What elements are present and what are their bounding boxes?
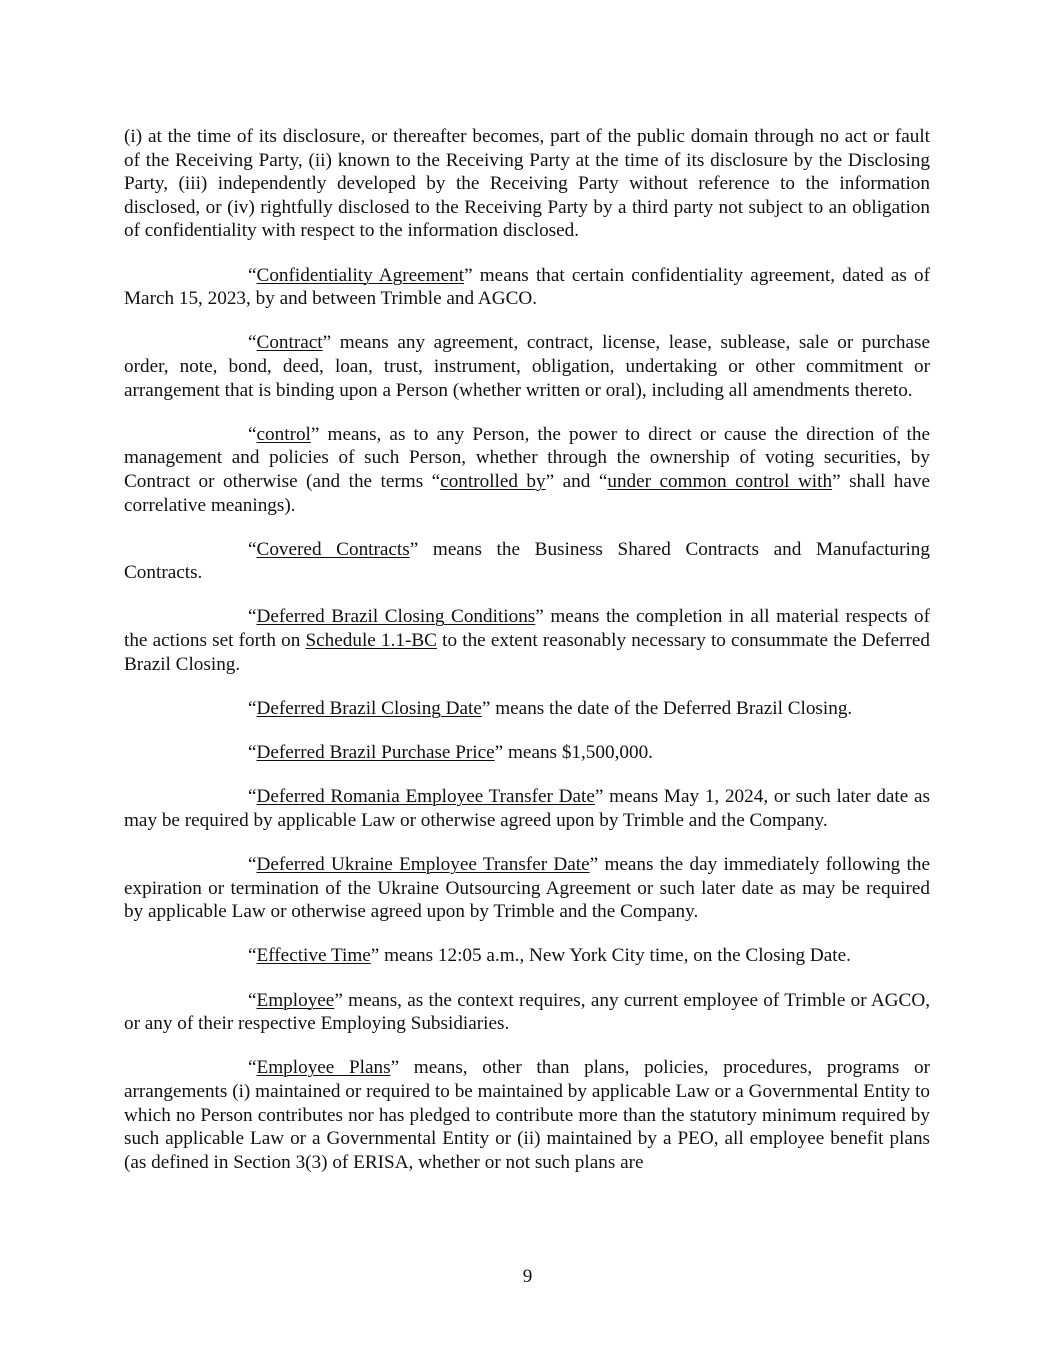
definition-deferred-brazil-purchase-price [124, 741, 930, 765]
defined-term: Confidentiality Agreement [256, 264, 465, 286]
open-quote: “ [248, 945, 257, 967]
close-quote: ” [481, 697, 491, 719]
open-quote: “ [248, 697, 257, 719]
definition-deferred-brazil-closing-conditions [124, 605, 930, 676]
open-quote: “ [248, 1057, 257, 1079]
definition-text: means the date of the Deferred Brazil Closing. [490, 697, 853, 719]
definition-text: means any agreement, contract, license, lease, sublease, sale or purchase order, note, bond, deed, loan, trust, instrument, obligation, undertaking or other commitment or arrangement that is binding upon a Person (whether written or oral), including all amendments thereto. [124, 332, 930, 401]
definition-employee-plans [124, 1056, 930, 1174]
definition-confidentiality-agreement [124, 264, 930, 311]
definition-control [124, 423, 930, 517]
close-quote: ” [322, 332, 332, 354]
defined-term: Deferred Brazil Closing Conditions [256, 606, 536, 628]
defined-subterm: controlled by [440, 470, 546, 492]
page-number: 9 [522, 1266, 533, 1287]
definition-deferred-ukraine-employee-transfer-date [124, 853, 930, 924]
open-quote: “ [248, 264, 257, 286]
close-quote: ” [390, 1057, 400, 1079]
definition-text: means, as to any Person, the power to direct or cause the direction of the management and policies of such Person, whether through the ownership of voting securities, by Contract or otherwise (and the terms [124, 423, 930, 492]
close-quote: ” [832, 470, 841, 492]
open-quote: “ [248, 989, 257, 1011]
open-quote: “ [248, 423, 257, 445]
definition-text: and [554, 470, 599, 492]
document-body [124, 125, 930, 1195]
definition-effective-time [124, 944, 930, 968]
definition-text: means 12:05 a.m., New York City time, on the Closing Date. [379, 945, 851, 967]
close-quote: ” [464, 264, 473, 286]
open-quote: “ [598, 470, 608, 492]
close-quote: ” [310, 423, 320, 445]
defined-term: Effective Time [256, 945, 371, 967]
close-quote: ” [494, 742, 504, 764]
definition-text: means, other than plans, policies, procedures, programs or arrangements (i) maintained or required to be maintained by applicable Law or a Governmental Entity to which no Person contributes nor has pledged to contribute more than the statutory minimum required by such applicable Law or a Governmental Entity or (ii) maintained by a PEO, all employee benefit plans (as defined in Section 3(3) of ERISA, whether or not such plans are [124, 1057, 930, 1173]
close-quote: ” [334, 989, 343, 1011]
defined-term: Deferred Romania Employee Transfer Date [256, 786, 595, 808]
open-quote: “ [431, 470, 441, 492]
close-quote: ” [545, 470, 555, 492]
definition-text: means the Business Shared Contracts and Manufacturing Contracts. [124, 538, 930, 584]
open-quote: “ [248, 786, 257, 808]
definition-covered-contracts [124, 538, 930, 585]
defined-term: Deferred Ukraine Employee Transfer Date [256, 854, 590, 875]
close-quote: ” [589, 854, 599, 875]
definition-text: means the completion in all material respects of the actions set forth on [124, 606, 930, 652]
open-quote: “ [248, 742, 257, 764]
definition-text: shall have correlative meanings). [124, 470, 930, 516]
definition-deferred-romania-employee-transfer-date [124, 785, 930, 832]
definition-text: means the day immediately following the expiration or termination of the Ukraine Outsourcing Agreement or such later date as may be required by applicable Law or otherwise agreed upon by Trimble and the Company. [124, 854, 930, 923]
close-quote: ” [535, 606, 544, 628]
close-quote: ” [409, 538, 419, 560]
definition-text: means, as the context requires, any current employee of Trimble or AGCO, or any of their respective Employing Subsidiaries. [124, 989, 930, 1035]
definition-employee [124, 989, 930, 1036]
defined-term: Deferred Brazil Closing Date [256, 697, 482, 719]
defined-term: Employee [256, 989, 335, 1011]
open-quote: “ [248, 854, 257, 875]
definition-contract [124, 331, 930, 402]
open-quote: “ [248, 606, 257, 628]
defined-term: Covered Contracts [256, 538, 410, 560]
defined-term: Contract [256, 332, 323, 354]
defined-term: Deferred Brazil Purchase Price [256, 742, 495, 764]
definition-deferred-brazil-closing-date [124, 697, 930, 721]
defined-term: Employee Plans [256, 1057, 391, 1079]
defined-term: control [256, 423, 311, 445]
schedule-reference: Schedule 1.1-BC [305, 630, 437, 652]
definition-text: means May 1, 2024, or such later date as may be required by applicable Law or otherwise agreed upon by Trimble and the Company. [124, 786, 930, 831]
close-quote: ” [370, 945, 380, 967]
definition-text: to the extent reasonably necessary to consummate the Deferred Brazil Closing. [124, 630, 930, 675]
close-quote: ” [594, 786, 604, 808]
definition-text: means $1,500,000. [503, 742, 653, 764]
defined-subterm: under common control with [607, 470, 833, 492]
open-quote: “ [248, 538, 257, 560]
definition-text: means that certain confidentiality agreement, dated as of March 15, 2023, by and between Trimble and AGCO. [124, 264, 931, 310]
intro-paragraph: (i) at the time of its disclosure, or thereafter becomes, part of the public domain through no act or fault of the Receiving Party, (ii) known to the Receiving Party at the time of its disclosure by the Disclosing Party, (iii) independently developed by the Receiving Party without reference to the information disclosed, or (iv) rightfully disclosed to the Receiving Party by a third party not subject to an obligation of confidentiality with respect to the information disclosed. [124, 126, 930, 242]
open-quote: “ [248, 332, 257, 354]
